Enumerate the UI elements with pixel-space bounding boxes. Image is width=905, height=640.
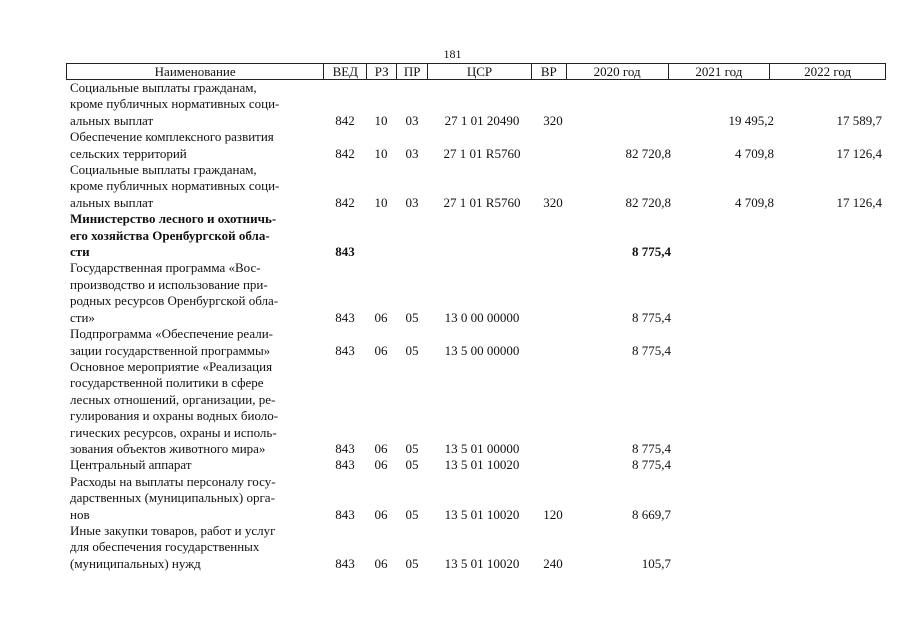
cell-ved: 843 [335, 555, 355, 571]
cell-rz: 06 [374, 457, 388, 473]
cell-year-2020: 82 720,8 [625, 194, 671, 210]
cell-pr: 05 [405, 506, 419, 522]
header-rz: РЗ [367, 64, 397, 79]
cell-ved: 843 [335, 506, 355, 522]
cell-rz: 06 [374, 440, 388, 456]
row-name-line: лесных отношений, организации, ре- [70, 391, 276, 407]
row-name-line: дарственных (муниципальных) орга- [70, 490, 275, 506]
cell-pr: 03 [405, 145, 419, 161]
page-number: 181 [443, 47, 462, 61]
table-row [66, 162, 886, 211]
table-body [66, 80, 886, 572]
cell-pr: 05 [405, 309, 419, 325]
row-name-line: для обеспечения государственных [70, 539, 260, 555]
row-name-line: альных выплат [70, 194, 154, 210]
cell-csr: 13 5 01 10020 [444, 457, 520, 473]
row-name [66, 162, 320, 211]
row-name-line: родных ресурсов Оренбургской обла- [70, 293, 279, 309]
table-row [66, 260, 886, 326]
cell-ved: 842 [335, 145, 355, 161]
row-name-line: Подпрограмма «Обеспечение реали- [70, 326, 273, 342]
table-row [66, 129, 886, 162]
row-name-line: кроме публичных нормативных соци- [70, 96, 280, 112]
cell-csr: 13 5 01 00000 [444, 440, 520, 456]
cell-year-2020: 8 775,4 [632, 457, 671, 473]
cell-pr: 03 [405, 112, 419, 128]
row-name-line: (муниципальных) нужд [70, 555, 201, 571]
row-name-line: сельских территорий [70, 145, 187, 161]
header-name: Наименование [67, 64, 324, 79]
cell-csr: 13 5 01 10020 [444, 555, 520, 571]
row-name-line: производство и использование при- [70, 276, 268, 292]
cell-pr: 05 [405, 457, 419, 473]
row-name-line: Министерство лесного и охотничь- [70, 211, 277, 227]
cell-ved: 843 [335, 457, 355, 473]
header-year-2020: 2020 год [567, 64, 669, 79]
cell-year-2021: 4 709,8 [735, 194, 774, 210]
cell-rz: 06 [374, 555, 388, 571]
cell-year-2020: 8 775,4 [632, 309, 671, 325]
cell-rz: 06 [374, 506, 388, 522]
cell-pr: 05 [405, 555, 419, 571]
row-name-line: Центральный аппарат [70, 457, 192, 473]
table-header [66, 63, 886, 80]
cell-year-2022: 17 126,4 [836, 194, 882, 210]
header-csr: ЦСР [428, 64, 532, 79]
row-name-line: нов [70, 506, 90, 522]
row-name-line: Социальные выплаты гражданам, [70, 162, 257, 178]
cell-year-2020: 8 775,4 [632, 440, 671, 456]
table-row [66, 80, 886, 129]
row-name-line: Обеспечение комплексного развития [70, 129, 274, 145]
header-year-2021: 2021 год [669, 64, 771, 79]
row-name [66, 523, 320, 572]
cell-csr: 13 5 00 00000 [444, 342, 520, 358]
row-name [66, 326, 320, 359]
row-name-line: его хозяйства Оренбургской обла- [70, 227, 270, 243]
cell-rz: 10 [374, 145, 388, 161]
cell-vr: 240 [543, 555, 563, 571]
row-name [66, 129, 320, 162]
cell-rz: 06 [374, 309, 388, 325]
row-name-line: зации государственной программы» [70, 342, 271, 358]
header-year-2022: 2022 год [804, 64, 852, 79]
cell-csr: 27 1 01 20490 [444, 112, 520, 128]
row-name-line: альных выплат [70, 112, 154, 128]
table-row [66, 359, 886, 457]
row-name [66, 474, 320, 523]
row-name-line: зования объектов животного мира» [70, 440, 266, 456]
cell-pr: 05 [405, 440, 419, 456]
row-name-line: кроме публичных нормативных соци- [70, 178, 280, 194]
cell-rz: 10 [374, 194, 388, 210]
cell-year-2020: 8 669,7 [632, 506, 671, 522]
cell-ved: 842 [335, 112, 355, 128]
cell-year-2021: 4 709,8 [735, 145, 774, 161]
cell-year-2020: 82 720,8 [625, 145, 671, 161]
table-row [66, 457, 886, 473]
row-name-line: Иные закупки товаров, работ и услуг [70, 522, 276, 538]
cell-year-2020: 105,7 [641, 555, 671, 571]
cell-ved: 843 [335, 440, 355, 456]
row-name-line: гических ресурсов, охраны и исполь- [70, 424, 277, 440]
cell-ved: 843 [335, 244, 355, 260]
cell-csr: 27 1 01 R5760 [443, 194, 521, 210]
cell-year-2020: 8 775,4 [632, 342, 671, 358]
row-name [66, 359, 320, 457]
header-vr: ВР [532, 64, 567, 79]
header-ved: ВЕД [324, 64, 367, 79]
row-name [66, 260, 320, 326]
cell-ved: 843 [335, 309, 355, 325]
row-name-line: сти [70, 244, 90, 260]
cell-pr: 03 [405, 194, 419, 210]
cell-pr: 05 [405, 342, 419, 358]
row-name-line: Государственная программа «Вос- [70, 260, 261, 276]
row-name-line: Основное мероприятие «Реализация [70, 358, 273, 374]
row-name [66, 457, 320, 473]
row-name-line: Социальные выплаты гражданам, [70, 80, 257, 95]
table-row [66, 474, 886, 523]
cell-year-2021: 19 495,2 [728, 112, 774, 128]
cell-csr: 27 1 01 R5760 [443, 145, 521, 161]
cell-year-2022: 17 589,7 [836, 112, 882, 128]
table-row [66, 326, 886, 359]
cell-vr: 120 [543, 506, 563, 522]
row-name-line: сти» [70, 309, 95, 325]
table-row [66, 211, 886, 260]
row-name-line: гулирования и охраны водных биоло- [70, 408, 279, 424]
cell-year-2022: 17 126,4 [836, 145, 882, 161]
row-name-line: Расходы на выплаты персоналу госу- [70, 473, 276, 489]
cell-ved: 842 [335, 194, 355, 210]
row-name-line: государственной политики в сфере [70, 375, 264, 391]
cell-csr: 13 0 00 00000 [444, 309, 520, 325]
cell-csr: 13 5 01 10020 [444, 506, 520, 522]
header-pr: ПР [397, 64, 428, 79]
cell-year-2020: 8 775,4 [632, 244, 671, 260]
cell-vr: 320 [543, 194, 563, 210]
cell-rz: 06 [374, 342, 388, 358]
cell-ved: 843 [335, 342, 355, 358]
table-row [66, 523, 886, 572]
row-name [66, 80, 320, 129]
cell-rz: 10 [374, 112, 388, 128]
cell-vr: 320 [543, 112, 563, 128]
row-name [66, 211, 320, 260]
